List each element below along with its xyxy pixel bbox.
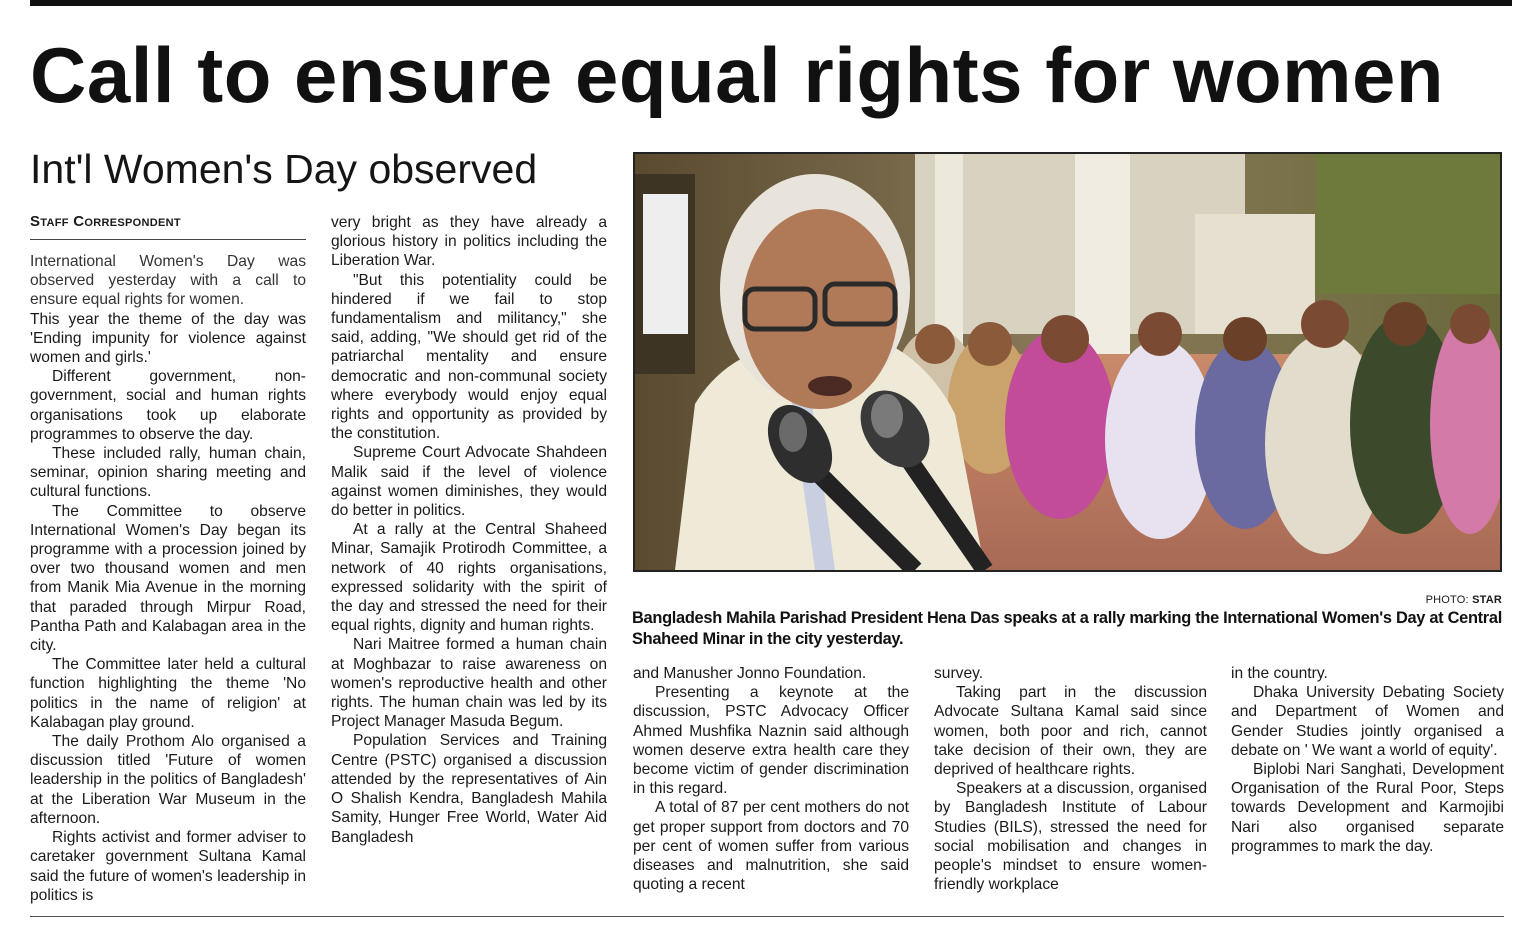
paragraph: survey. xyxy=(934,665,984,682)
byline: Staff Correspondent xyxy=(30,212,306,240)
photo-credit-prefix: PHOTO: xyxy=(1425,594,1469,606)
photo-caption: Bangladesh Mahila Parishad President Hena Das speaks at a rally marking the International Women's Day at Central Shaheed Minar in the city yesterday. xyxy=(632,609,1502,648)
paragraph: Taking part in the discussion Advocate Sultana Kamal said since women, both poor and rich, cannot take decision of their own, they are deprived of healthcare rights. xyxy=(934,684,1207,779)
photo-credit-source: STAR xyxy=(1472,594,1502,606)
article-column-1 xyxy=(30,252,306,905)
paragraph: This year the theme of the day was 'Ending impunity for violence against women and girls.' xyxy=(30,310,306,367)
subheadline: Int'l Women's Day observed xyxy=(30,146,538,192)
paragraph: in the country. xyxy=(1231,665,1328,682)
headline: Call to ensure equal rights for women xyxy=(30,31,1445,119)
article-column-4 xyxy=(934,664,1207,894)
bottom-rule xyxy=(30,916,1504,917)
article-column-3 xyxy=(633,664,909,894)
article-column-2 xyxy=(331,213,607,847)
paragraph: Presenting a keynote at the discussion, PSTC Advocacy Officer Ahmed Mushfika Naznin said although women deserve extra health care they become victim of gender discrimination in this regard. xyxy=(633,684,909,798)
article-column-5 xyxy=(1231,664,1504,856)
paragraph: Nari Maitree formed a human chain at Moghbazar to raise awareness on women's reproductive health and other rights. The human chain was led by its Project Manager Masuda Begum. xyxy=(331,636,607,731)
paragraph: The Committee to observe International Women's Day began its programme with a procession joined by over two thousand women and men from Manik Mia Avenue in the morning that paraded through Mirpur Road, Pantha Path and Kalabagan area in the city. xyxy=(30,502,306,655)
paragraph: Dhaka University Debating Society and Department of Women and Gender Studies jointly organised a debate on ' We want a world of equity'. xyxy=(1231,684,1504,759)
paragraph: These included rally, human chain, seminar, opinion sharing meeting and cultural functions. xyxy=(30,445,306,501)
paragraph: The daily Prothom Alo organised a discussion titled 'Future of women leadership in the politics of Bangladesh' at the Liberation War Museum in the afternoon. xyxy=(30,733,306,827)
paragraph: Speakers at a discussion, organised by Bangladesh Institute of Labour Studies (BILS), stressed the need for social mobilisation and changes in people's mindset to ensure women-friendly workplace xyxy=(934,780,1207,894)
paragraph: Different government, non-government, social and human rights organisations took up elaborate programmes to observe the day. xyxy=(30,368,306,443)
paragraph: Rights activist and former adviser to caretaker government Sultana Kamal said the future of women's leadership in politics is xyxy=(30,829,306,904)
paragraph: Supreme Court Advocate Shahdeen Malik said if the level of violence against women diminishes, they would do better in politics. xyxy=(331,444,607,520)
paragraph: International Women's Day was observed yesterday with a call to ensure equal rights for women. xyxy=(30,253,306,309)
news-photo xyxy=(633,152,1502,572)
paragraph: Biplobi Nari Sanghati, Development Organisation of the Rural Poor, Steps towards Development and Karmojibi Nari also organised separate programmes to mark the day. xyxy=(1231,761,1504,855)
paragraph: A total of 87 per cent mothers do not get proper support from doctors and 70 per cent of women suffer from various diseases and malnutrition, she said quoting a recent xyxy=(633,799,909,894)
paragraph: At a rally at the Central Shaheed Minar, Samajik Protirodh Committee, a network of 40 rights organisations, expressed solidarity with the spirit of the day and stressed the need for their equal rights, dignity and human rights. xyxy=(331,521,607,635)
paragraph: Population Services and Training Centre (PSTC) organised a discussion attended by the representatives of Ain O Shalish Kendra, Bangladesh Mahila Samity, Hunger Free World, Water Aid Bangladesh xyxy=(331,732,607,846)
paragraph: and Manusher Jonno Foundation. xyxy=(633,665,867,682)
paragraph: very bright as they have already a glorious history in politics including the Liberation War. xyxy=(331,214,607,270)
paragraph: "But this potentiality could be hindered if we fail to stop fundamentalism and militancy," she said, adding, "We should get rid of the patriarchal mentality and ensure democratic and non-communal society where everybody would enjoy equal rights and opportunity as provided by the constitution. xyxy=(331,271,607,443)
paragraph: The Committee later held a cultural function highlighting the theme 'No politics in the name of religion' at Kalabagan play ground. xyxy=(30,656,306,731)
top-rule xyxy=(30,0,1512,6)
photo-credit xyxy=(1300,593,1502,607)
rally-photo-illustration xyxy=(635,154,1500,570)
